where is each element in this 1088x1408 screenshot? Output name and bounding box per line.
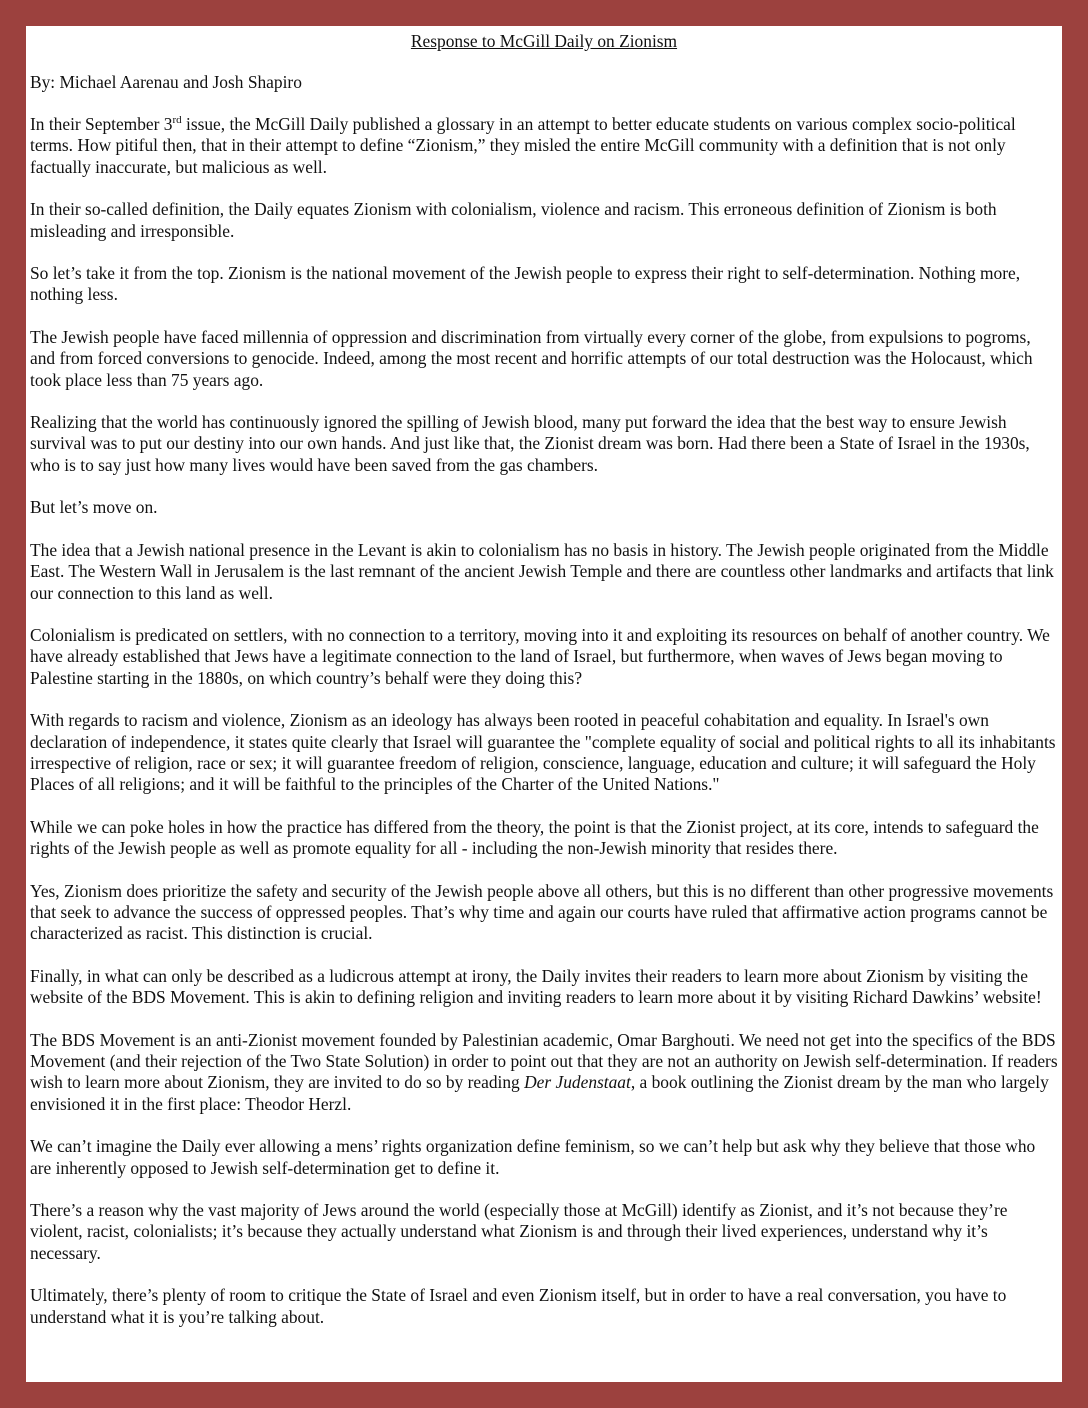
paragraph-bds-rest: , a book outlining the Zionist dream by the man who largely envisioned it in the first place: Theodor Herzl. [30, 1072, 1049, 1114]
byline: By: Michael Aarenau and Josh Shapiro [30, 72, 302, 92]
paragraph-final: Ultimately, there’s plenty of room to critique the State of Israel and even Zionism itself, but in order to have a real conversation, you have to understand what it is you’re talking about. [30, 1285, 1007, 1327]
paragraph-bds [30, 1030, 1058, 1116]
paragraph: The idea that a Jewish national presence in the Levant is akin to colonialism has no basis in history. The Jewish people originated from the Middle East. The Western Wall in Jerusalem is the last remnant of the ancient Jewish Temple and there are countless other landmarks and artifacts that link our connection to this land as well. [30, 539, 1054, 603]
paragraph: While we can poke holes in how the practice has differed from the theory, the point is that the Zionist project, at its core, intends to safeguard the rights of the Jewish people as well as promote equality for all - including the non-Jewish minority that resides there. [30, 816, 1039, 859]
paragraph: The Jewish people have faced millennia of oppression and discrimination from virtually every corner of the globe, from expulsions to pogroms, and from forced conversions to genocide. Indeed, among the most recent and horrific attempts of our total destruction was the Holocaust, which took place less than 75 years ago. [30, 326, 1033, 390]
paragraph-intro [30, 114, 1058, 178]
paragraph: But let’s move on. [30, 497, 158, 518]
book-title: Der Judenstaat [524, 1072, 631, 1093]
paragraph: So let’s take it from the top. Zionism is the national movement of the Jewish people to express their right to self-determination. Nothing more, nothing less. [30, 263, 1021, 305]
ordinal-superscript: rd [172, 114, 182, 127]
paragraph: Realizing that the world has continuously ignored the spilling of Jewish blood, many put forward the idea that the best way to ensure Jewish survival was to put our destiny into our own hands. And just like that, the Zionist dream was born. Had there been a State of Israel in the 1930s, who is to say just how many lives would have been saved from the gas chambers. [30, 412, 1030, 475]
paragraph: In their so-called definition, the Daily equates Zionism with colonialism, violence and racism. This erroneous definition of Zionism is both misleading and irresponsible. [30, 199, 997, 241]
document-page [26, 26, 1062, 1382]
paragraph: There’s a reason why the vast majority of Jews around the world (especially those at McGill) identify as Zionist, and it’s not because they’re violent, racist, colonialists; it’s because they actually understand what Zionism is and through their lived experiences, understand why it’s necessary. [30, 1200, 1008, 1263]
paragraph: Yes, Zionism does prioritize the safety and security of the Jewish people above all others, but this is no different than other progressive movements that seek to advance the success of oppressed peoples. That’s why time and again our courts have ruled that affirmative action programs cannot be characterized as racist. This distinction is crucial. [30, 880, 1054, 944]
paragraph-bds-start: The BDS Movement is an anti-Zionist movement founded by Palestinian academic, Omar Barghouti. We need not get into the specifics of the BDS Movement (and their rejection of the Two State Solution) in order to point out that they are not an authority on Jewish self-determination. If readers wish to learn more about Zionism, they are invited to do so by reading [30, 1029, 1058, 1093]
paragraph: Colonialism is predicated on settlers, with no connection to a territory, moving into it and exploiting its resources on behalf of another country. We have already established that Jews have a legitimate connection to the land of Israel, but furthermore, when waves of Jews began moving to Palestine starting in the 1880s, on which country’s behalf were they doing this? [30, 624, 1050, 688]
paragraph: With regards to racism and violence, Zionism as an ideology has always been rooted in peaceful cohabitation and equality. In Israel's own declaration of independence, it states quite clearly that Israel will guarantee the "complete equality of social and political rights to all its inhabitants irrespective of religion, race or sex; it will guarantee freedom of religion, conscience, language, education and culture; it will safeguard the Holy Places of all religions; and it will be faithful to the principles of the Charter of the United Nations." [30, 710, 1056, 795]
paragraph-intro-start: In their September 3 [30, 114, 173, 134]
paragraph: We can’t imagine the Daily ever allowing a mens’ rights organization define feminism, so we can’t help but ask why they believe that those who are inherently opposed to Jewish self-determination get to define it. [30, 1136, 1036, 1178]
document-title: Response to McGill Daily on Zionism [410, 31, 678, 51]
paragraph-intro-rest: issue, the McGill Daily published a glossary in an attempt to better educate students on various complex socio-political terms. How pitiful then, that in their attempt to define “Zionism,” they misled the entire McGill community with a definition that is not only factually inaccurate, but malicious as well. [30, 114, 1016, 177]
paragraph: Finally, in what can only be described as a ludicrous attempt at irony, the Daily invites their readers to learn more about Zionism by visiting the website of the BDS Movement. This is akin to defining religion and inviting readers to learn more about it by visiting Richard Dawkins’ website! [30, 965, 1042, 1008]
